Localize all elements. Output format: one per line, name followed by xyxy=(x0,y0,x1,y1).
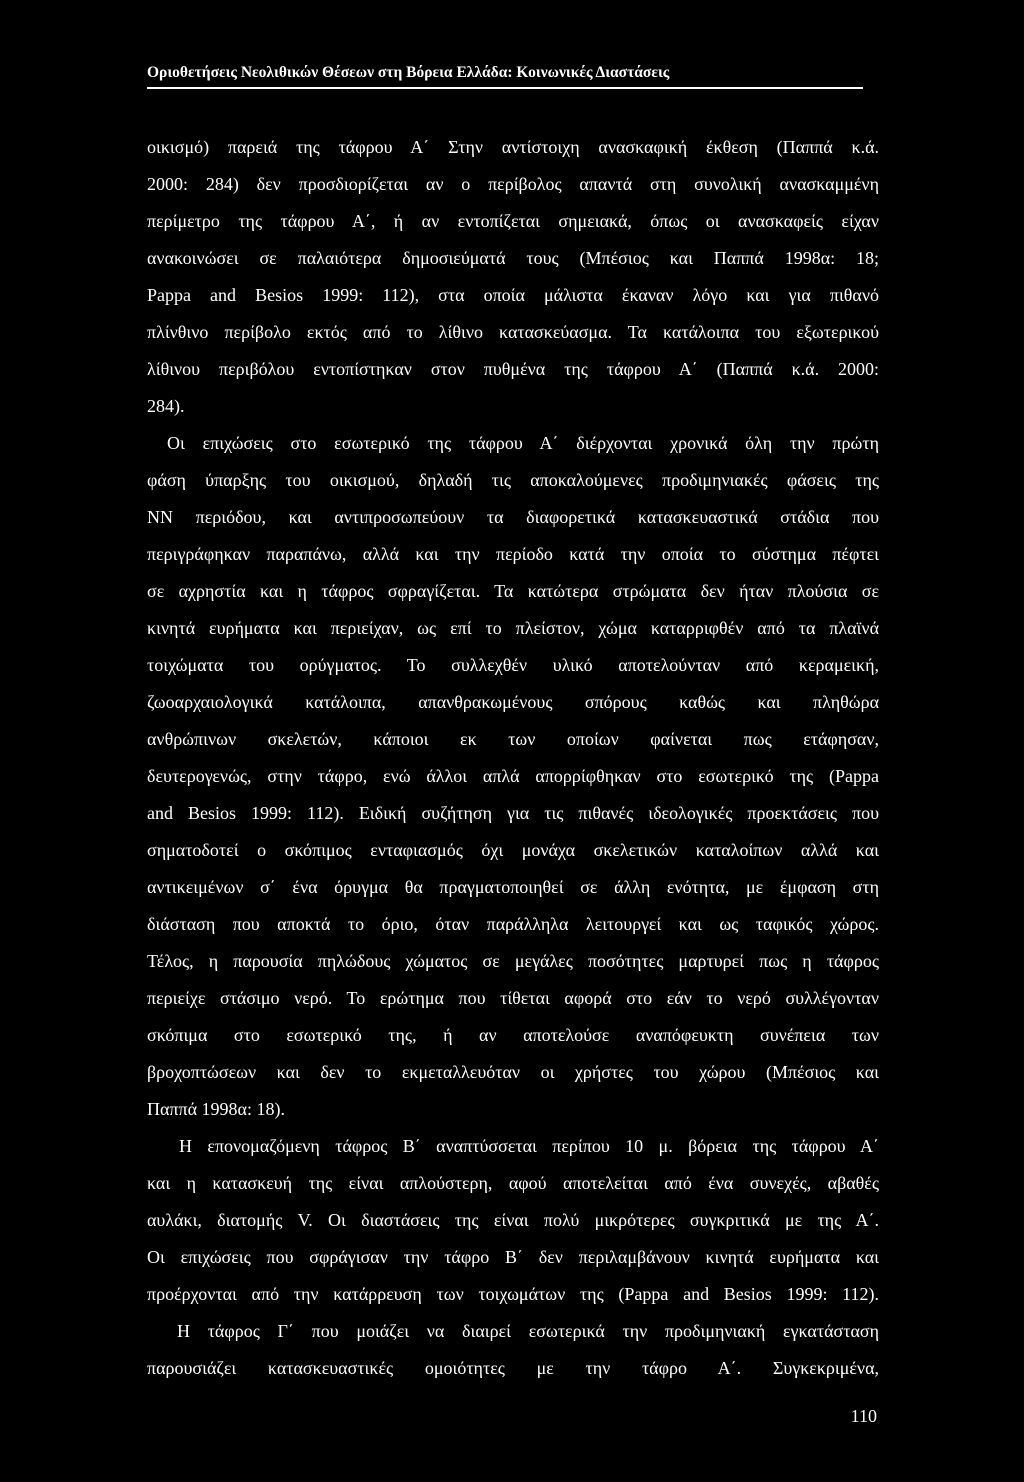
text-line: δευτερογενώς, στην τάφρο, ενώ άλλοι απλά απορρίφθηκαν στο εσωτερικό της (Pappa xyxy=(147,766,879,786)
text-line: αντικειμένων σ΄ ένα όρυγμα θα πραγματοποιηθεί σε άλλη ενότητα, με έμφαση στη xyxy=(147,877,879,897)
paragraph-first-line: Οι επιχώσεις στο εσωτερικό της τάφρου Α΄ διέρχονται χρονικά όλη την πρώτη xyxy=(167,433,879,453)
text-line: και η κατασκευή της είναι απλούστερη, αφού αποτελείται από ένα συνεχές, αβαθές xyxy=(147,1173,879,1193)
text-line: προέρχονται από την κατάρρευση των τοιχωμάτων της (Pappa and Besios 1999: 112). xyxy=(147,1284,879,1304)
page-number: 110 xyxy=(850,1406,877,1426)
text-line: παρουσιάζει κατασκευαστικές ομοιότητες με την τάφρο Α΄. Συγκεκριμένα, xyxy=(147,1358,879,1378)
text-line: λίθινου περιβόλου εντοπίστηκαν στον πυθμένα της τάφρου Α΄ (Παππά κ.ά. 2000: xyxy=(147,359,879,379)
text-line: διάσταση που αποκτά το όριο, όταν παράλληλα λειτουργεί και ως ταφικός χώρος. xyxy=(147,914,879,934)
text-line: Οι επιχώσεις που σφράγισαν την τάφρο Β΄ δεν περιλαμβάνουν κινητά ευρήματα και xyxy=(147,1247,879,1267)
text-line: φάση ύπαρξης του οικισμού, δηλαδή τις αποκαλούμενες προδιμηνιακές φάσεις της xyxy=(147,470,879,490)
text-line: σε αχρηστία και η τάφρος σφραγίζεται. Τα κατώτερα στρώματα δεν ήταν πλούσια σε xyxy=(147,581,879,601)
text-line: ζωοαρχαιολογικά κατάλοιπα, απανθρακωμένους σπόρους καθώς και πληθώρα xyxy=(147,692,879,712)
text-line: Pappa and Besios 1999: 112), στα οποία μάλιστα έκαναν λόγο και για πιθανό xyxy=(147,285,879,305)
text-line: and Besios 1999: 112). Ειδική συζήτηση για τις πιθανές ιδεολογικές προεκτάσεις που xyxy=(147,803,879,823)
text-line: 2000: 284) δεν προσδιορίζεται αν ο περίβολος απαντά στη συνολική ανασκαμμένη xyxy=(147,174,879,194)
header-rule xyxy=(147,87,863,89)
text-line: περιείχε στάσιμο νερό. Το ερώτημα που τίθεται αφορά στο εάν το νερό συλλέγονταν xyxy=(147,988,879,1008)
text-line: Τέλος, η παρουσία πηλώδους χώματος σε μεγάλες ποσότητες μαρτυρεί πως η τάφρος xyxy=(147,951,879,971)
text-line: ανθρώπινων σκελετών, κάποιοι εκ των οποίων φαίνεται πως ετάφησαν, xyxy=(147,729,879,749)
text-line: ανακοινώσει σε παλαιότερα δημοσιεύματά τους (Μπέσιος και Παππά 1998α: 18; xyxy=(147,248,879,268)
text-line: οικισμό) παρειά της τάφρου Α΄ Στην αντίστοιχη ανασκαφική έκθεση (Παππά κ.ά. xyxy=(147,137,879,157)
text-line: κινητά ευρήματα και περιείχαν, ως επί το πλείστον, χώμα καταρριφθέν από τα πλαϊνά xyxy=(147,618,879,638)
text-line: σηματοδοτεί ο σκόπιμος ενταφιασμός όχι μονάχα σκελετικών καταλοίπων αλλά και xyxy=(147,840,879,860)
paragraph-first-line: Η τάφρος Γ΄ που μοιάζει να διαιρεί εσωτερικά την προδιμηνιακή εγκατάσταση xyxy=(177,1321,879,1341)
text-line: σκόπιμα στο εσωτερικό της, ή αν αποτελούσε αναπόφευκτη συνέπεια των xyxy=(147,1025,879,1045)
paragraph-first-line: Η επονομαζόμενη τάφρος Β΄ αναπτύσσεται περίπου 10 μ. βόρεια της τάφρου Α΄ xyxy=(179,1136,879,1156)
text-line: βροχοπτώσεων και δεν το εκμεταλλευόταν οι χρήστες του χώρου (Μπέσιος και xyxy=(147,1062,879,1082)
text-line: ΝΝ περιόδου, και αντιπροσωπεύουν τα διαφορετικά κατασκευαστικά στάδια που xyxy=(147,507,879,527)
text-line: περιγράφηκαν παραπάνω, αλλά και την περίοδο κατά την οποία το σύστημα πέφτει xyxy=(147,544,879,564)
text-line: 284). xyxy=(147,396,185,416)
text-line: πλίνθινο περίβολο εκτός από το λίθινο κατασκεύασμα. Τα κατάλοιπα του εξωτερικού xyxy=(147,322,879,342)
text-line: τοιχώματα του ορύγματος. Το συλλεχθέν υλικό αποτελούνταν από κεραμεική, xyxy=(147,655,879,675)
text-line: Παππά 1998α: 18). xyxy=(147,1099,285,1119)
text-line: αυλάκι, διατομής V. Οι διαστάσεις της είναι πολύ μικρότερες συγκριτικά με της Α΄. xyxy=(147,1210,879,1230)
text-line: περίμετρο της τάφρου Α΄, ή αν εντοπίζεται σημειακά, όπως οι ανασκαφείς είχαν xyxy=(147,211,879,231)
running-header: Οριοθετήσεις Νεολιθικών Θέσεων στη Βόρεια Ελλάδα: Κοινωνικές Διαστάσεις xyxy=(147,64,670,81)
